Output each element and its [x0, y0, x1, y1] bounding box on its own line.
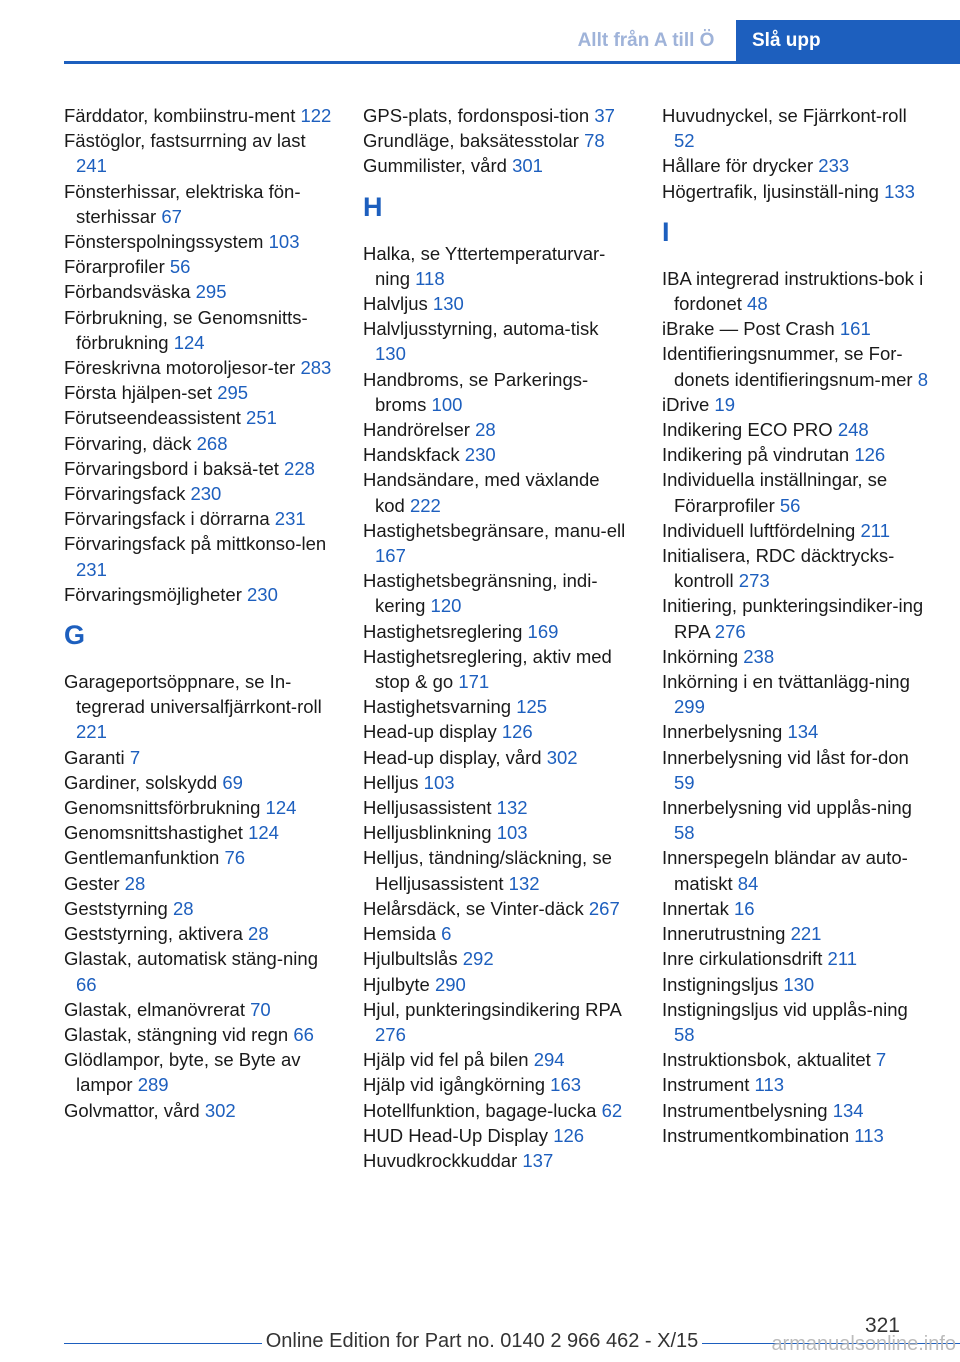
index-term: Innerbelysning vid upplås-ning: [662, 797, 912, 819]
index-entry: [64, 921, 334, 946]
index-term: Handsändare, med växlande kod: [363, 469, 600, 516]
page-link[interactable]: 19: [714, 393, 735, 415]
page-link[interactable]: 66: [76, 973, 97, 995]
index-entry: [363, 619, 633, 644]
index-term: Huvudkrockkuddar: [363, 1149, 518, 1171]
page-link[interactable]: 230: [247, 583, 278, 605]
index-entry: [64, 279, 334, 304]
index-term: GPS-plats, fordonsposi-tion: [363, 105, 590, 126]
page-link[interactable]: 133: [884, 180, 915, 202]
index-term: Hemsida: [363, 923, 436, 945]
index-entry: [363, 467, 633, 517]
index-term: Hjulbultslås: [363, 948, 458, 970]
page-link[interactable]: 134: [787, 721, 819, 743]
page-link[interactable]: 302: [204, 1099, 236, 1121]
page-link[interactable]: 251: [246, 407, 277, 429]
index-column-3: [662, 103, 932, 1148]
index-term: Indikering på vindrutan: [662, 444, 850, 466]
index-term: Garanti: [64, 746, 125, 768]
index-entry: [662, 1072, 932, 1097]
index-term: Hjälp vid fel på bilen: [363, 1049, 529, 1071]
index-term: Halvljus: [363, 293, 428, 315]
index-entry: [662, 946, 932, 971]
index-entry: [64, 128, 334, 178]
index-term: Hastighetsreglering: [363, 620, 523, 642]
page-link[interactable]: 58: [674, 822, 695, 844]
page-link[interactable]: 289: [137, 1074, 169, 1096]
index-entry: [64, 355, 334, 380]
index-term: Fästöglor, fastsurrning av last: [64, 130, 306, 152]
page-link[interactable]: 233: [818, 155, 850, 177]
section-letter: H: [363, 191, 383, 222]
page-link[interactable]: 169: [527, 620, 559, 642]
index-term: Instrumentbelysning: [662, 1099, 828, 1121]
page-link[interactable]: 84: [737, 872, 759, 894]
index-term: Högertrafik, ljusinställ-ning: [662, 180, 879, 202]
page-link[interactable]: 48: [747, 293, 768, 315]
page-link[interactable]: 222: [409, 494, 441, 516]
index-entry: [64, 179, 334, 229]
page-link[interactable]: 231: [274, 508, 306, 530]
index-term: Inkörning i en tvättanlägg-ning: [662, 671, 910, 693]
page-link[interactable]: 124: [248, 822, 279, 844]
page-link[interactable]: 276: [714, 620, 746, 642]
index-term: Gardiner, solskydd: [64, 771, 218, 793]
index-entry: [363, 367, 633, 417]
index-term: Handrörelser: [363, 419, 470, 441]
index-entry: [363, 921, 633, 946]
index-term: Förvaringsfack i dörrarna: [64, 508, 270, 530]
page-link[interactable]: 125: [516, 696, 548, 718]
page-link[interactable]: 301: [512, 155, 543, 177]
index-entry: [662, 644, 932, 669]
index-term: Gentlemanfunktion: [64, 847, 220, 869]
page-link[interactable]: 28: [173, 897, 194, 919]
index-term: IBA integrerad instruktions-bok i fordonet: [662, 267, 924, 315]
index-entry: [363, 128, 633, 153]
page-link[interactable]: 137: [522, 1149, 554, 1171]
page-link[interactable]: 118: [415, 267, 445, 289]
page-link[interactable]: 56: [169, 256, 191, 278]
index-entry: [662, 896, 932, 921]
page-link[interactable]: 295: [217, 382, 249, 404]
index-term: Förvaringsmöjligheter: [64, 583, 242, 605]
index-entry: [64, 229, 334, 254]
index-term: Halka, se Yttertemperaturvar-ning: [363, 242, 606, 289]
index-term: Grundläge, baksätesstolar: [363, 130, 579, 152]
page-link[interactable]: 120: [430, 595, 462, 617]
index-entry: [64, 820, 334, 845]
page-link[interactable]: 122: [300, 105, 332, 126]
index-entry: [662, 179, 932, 204]
page-link[interactable]: 78: [584, 130, 605, 152]
page-link[interactable]: 283: [300, 357, 332, 379]
index-entry: [363, 972, 633, 997]
page-link[interactable]: 290: [434, 973, 466, 995]
index-entry: [662, 593, 932, 643]
index-entry: [363, 241, 633, 291]
page-link[interactable]: 124: [265, 797, 297, 819]
lookup-tab[interactable]: Slå upp: [736, 20, 960, 62]
page-link[interactable]: 69: [222, 771, 243, 793]
index-term: Instruktionsbok, aktualitet: [662, 1049, 871, 1071]
index-entry: [662, 795, 932, 845]
index-term: Handskfack: [363, 444, 460, 466]
page-link[interactable]: 8: [917, 368, 928, 390]
index-term: Gester: [64, 872, 120, 894]
page-link[interactable]: 130: [783, 973, 815, 995]
page-link[interactable]: 76: [224, 847, 246, 869]
index-entry: [64, 103, 334, 128]
index-entry: [64, 871, 334, 896]
index-entry: [363, 153, 633, 178]
index-term: Halvljusstyrning, automa-tisk: [363, 318, 599, 340]
index-entry: [662, 921, 932, 946]
index-term: Garageportsöppnare, se In-tegrerad universalfjärrkont-roll: [64, 671, 322, 718]
index-entry: [64, 405, 334, 430]
page-link[interactable]: 28: [248, 923, 269, 945]
index-term: Förutseendeassistent: [64, 407, 241, 429]
index-term: Helljus, tändning/släckning, se Helljusassistent: [363, 847, 612, 894]
index-term: Instigningsljus vid upplås-ning: [662, 998, 908, 1020]
section-letter: G: [64, 620, 86, 651]
index-entry: [64, 481, 334, 506]
index-term: Initialisera, RDC däcktrycks-kontroll: [662, 545, 895, 592]
index-entry: [64, 456, 334, 481]
page-link[interactable]: 221: [790, 923, 822, 945]
index-entry: [64, 380, 334, 405]
page-link[interactable]: 241: [76, 155, 107, 177]
page-link[interactable]: 113: [854, 1124, 884, 1146]
index-term: Hjälp vid igångkörning: [363, 1074, 546, 1096]
index-column-2: [363, 103, 633, 1173]
page-link[interactable]: 62: [601, 1099, 623, 1121]
index-entry: [662, 1098, 932, 1123]
page-link[interactable]: 130: [375, 343, 406, 365]
index-entry: [662, 1047, 932, 1072]
page-link[interactable]: 70: [250, 998, 271, 1020]
page-link[interactable]: 126: [854, 444, 886, 466]
page-link[interactable]: 231: [76, 558, 107, 580]
index-entry: [64, 531, 334, 581]
index-term: Genomsnittshastighet: [64, 822, 243, 844]
page-link[interactable]: 273: [738, 570, 770, 592]
index-entry: [64, 254, 334, 279]
index-entry: [363, 896, 633, 921]
page-link[interactable]: 134: [832, 1099, 864, 1121]
index-entry: [363, 1098, 633, 1123]
page-link[interactable]: 7: [129, 746, 141, 768]
page-link[interactable]: 230: [190, 483, 222, 505]
page-link[interactable]: 103: [496, 822, 528, 844]
index-term: Instrumentkombination: [662, 1124, 850, 1146]
header-divider: [64, 61, 960, 64]
index-term: Indikering ECO PRO: [662, 419, 833, 441]
index-entry: [662, 745, 932, 795]
index-term: Huvudnyckel, se Fjärrkont-roll: [662, 105, 907, 126]
index-term: Individuell luftfördelning: [662, 519, 856, 541]
page-link[interactable]: 126: [501, 721, 533, 743]
page-link[interactable]: 59: [674, 771, 695, 793]
index-entry: [363, 770, 633, 795]
index-entry: [662, 845, 932, 895]
section-tab[interactable]: Allt från A till Ö: [577, 30, 715, 51]
index-entry: [64, 305, 334, 355]
page-link[interactable]: 103: [423, 771, 455, 793]
page-link[interactable]: 230: [464, 444, 496, 466]
index-term: Innerutrustning: [662, 923, 786, 945]
index-entry: [363, 568, 633, 618]
index-entry: [662, 417, 932, 442]
index-term: iBrake — Post Crash: [662, 318, 835, 340]
index-entry: [662, 442, 932, 467]
page-link[interactable]: 52: [674, 130, 695, 152]
index-entry: [363, 946, 633, 971]
index-entry: [662, 518, 932, 543]
index-entry: [662, 266, 932, 316]
page-link[interactable]: 58: [674, 1023, 695, 1045]
index-term: Inre cirkulationsdrift: [662, 948, 823, 970]
page-link[interactable]: 211: [860, 519, 890, 541]
index-term: Innerbelysning vid låst for-don: [662, 746, 909, 768]
page-link[interactable]: 56: [779, 494, 801, 516]
index-term: Geststyrning: [64, 897, 168, 919]
index-entry: [363, 795, 633, 820]
index-term: Hastighetsbegränsare, manu-ell: [363, 519, 626, 541]
index-term: Förbrukning, se Genomsnitts-förbrukning: [64, 306, 308, 353]
page-link[interactable]: 16: [734, 897, 755, 919]
index-column-1: [64, 103, 334, 1123]
index-entry: [662, 316, 932, 341]
index-term: Förbandsväska: [64, 281, 191, 303]
index-term: Helljusassistent: [363, 797, 492, 819]
index-entry: [64, 946, 334, 996]
page-link[interactable]: 267: [588, 897, 620, 919]
index-entry: [363, 291, 633, 316]
page-link[interactable]: 100: [431, 393, 463, 415]
index-entry: [363, 845, 633, 895]
page-link[interactable]: 126: [553, 1124, 585, 1146]
index-term: Hastighetsvarning: [363, 696, 512, 718]
page-link[interactable]: 294: [533, 1049, 565, 1071]
index-entry: [363, 745, 633, 770]
page-link[interactable]: 28: [124, 872, 146, 894]
index-entry: [363, 1072, 633, 1097]
section-letter: I: [662, 216, 670, 247]
page-link[interactable]: 163: [550, 1074, 582, 1096]
page-link[interactable]: 67: [161, 205, 182, 227]
index-entry: [662, 669, 932, 719]
index-term: Hotellfunktion, bagage-lucka: [363, 1099, 597, 1121]
index-term: Förvaring, däck: [64, 432, 192, 454]
index-term: Initiering, punkteringsindiker-ing RPA: [662, 595, 924, 642]
index-entry: [363, 103, 633, 128]
page-link[interactable]: 268: [196, 432, 228, 454]
index-entry: [64, 1022, 334, 1047]
page-link[interactable]: 28: [475, 419, 496, 441]
page-link[interactable]: 132: [496, 797, 528, 819]
page-link[interactable]: 66: [293, 1023, 314, 1045]
page-link[interactable]: 37: [594, 105, 615, 126]
index-term: Hastighetsbegränsning, indi-kering: [363, 570, 598, 617]
index-entry: [662, 341, 932, 391]
index-entry: [64, 795, 334, 820]
index-term: Individuella inställningar, se Förarprofiler: [662, 469, 888, 516]
index-entry: [662, 153, 932, 178]
index-term: Glastak, stängning vid regn: [64, 1023, 289, 1045]
index-term: Gummilister, vård: [363, 155, 507, 177]
page-link[interactable]: 132: [508, 872, 540, 894]
index-entry: [64, 506, 334, 531]
index-term: Innerbelysning: [662, 721, 783, 743]
index-entry: [64, 845, 334, 870]
index-entry: [662, 543, 932, 593]
index-entry: [363, 1047, 633, 1072]
index-term: HUD Head-Up Display: [363, 1124, 549, 1146]
index-entry: [363, 417, 633, 442]
page-link[interactable]: 248: [837, 419, 869, 441]
index-term: Fönsterhissar, elektriska fön-sterhissar: [64, 180, 301, 227]
index-term: Glödlampor, byte, se Byte av lampor: [64, 1049, 301, 1096]
index-term: Head-up display, vård: [363, 746, 542, 768]
page-link[interactable]: 130: [432, 293, 464, 315]
index-term: Identifieringsnummer, se For-donets identifieringsnum-mer: [662, 343, 913, 390]
index-term: Färddator, kombiinstru-ment: [64, 105, 296, 126]
page-link[interactable]: 299: [674, 696, 705, 718]
index-entry: [363, 1123, 633, 1148]
index-entry: [64, 770, 334, 795]
index-term: Hållare för drycker: [662, 155, 814, 177]
index-entry: [64, 582, 334, 607]
page-link[interactable]: 124: [173, 331, 205, 353]
index-term: Innertak: [662, 897, 729, 919]
index-term: Hastighetsreglering, aktiv med stop & go: [363, 645, 612, 693]
index-term: Föreskrivna motoroljesor-ter: [64, 357, 296, 379]
index-entry: [363, 1148, 633, 1173]
index-entry: [363, 997, 633, 1047]
index-entry: [363, 442, 633, 467]
page-link[interactable]: 295: [195, 281, 227, 303]
index-entry: [64, 1047, 334, 1097]
index-term: Innerspegeln bländar av auto-matiskt: [662, 847, 908, 894]
page-link[interactable]: 292: [462, 948, 494, 970]
index-entry: [64, 896, 334, 921]
index-term: Fönsterspolningssystem: [64, 231, 264, 253]
index-entry: [64, 431, 334, 456]
page-link[interactable]: 6: [441, 923, 452, 945]
page-link[interactable]: 103: [268, 231, 300, 253]
index-term: Förarprofiler: [64, 256, 165, 278]
page-link[interactable]: 161: [839, 318, 871, 340]
page-number: 321: [864, 1314, 900, 1337]
page-link[interactable]: 167: [375, 545, 406, 567]
index-entry: [64, 997, 334, 1022]
index-term: Helårsdäck, se Vinter-däck: [363, 897, 584, 919]
index-entry: [64, 1098, 334, 1123]
index-entry: [662, 103, 932, 153]
index-term: Förvaringsfack: [64, 483, 186, 505]
index-term: Helljusblinkning: [363, 822, 492, 844]
index-term: Instigningsljus: [662, 973, 779, 995]
index-term: Inkörning: [662, 645, 739, 667]
index-entry: [363, 719, 633, 744]
index-entry: [64, 669, 334, 745]
index-term: Handbroms, se Parkerings-broms: [363, 368, 589, 415]
index-term: Instrument: [662, 1074, 750, 1096]
index-term: Glastak, elmanövrerat: [64, 998, 245, 1020]
index-term: Första hjälpen-set: [64, 382, 213, 404]
index-entry: [363, 820, 633, 845]
index-term: Golvmattor, vård: [64, 1099, 200, 1121]
page-link[interactable]: 211: [827, 948, 858, 970]
index-entry: [363, 518, 633, 568]
page-link[interactable]: 302: [546, 746, 578, 768]
index-term: Förvaringsfack på mittkonso-len: [64, 533, 327, 555]
page-link[interactable]: 7: [875, 1049, 887, 1071]
index-entry: [662, 467, 932, 517]
page-link[interactable]: 238: [743, 645, 775, 667]
index-term: Förvaringsbord i baksä-tet: [64, 457, 279, 479]
index-term: Hjulbyte: [363, 973, 430, 995]
index-term: Geststyrning, aktivera: [64, 923, 243, 945]
index-term: Head-up display: [363, 721, 497, 743]
page-link[interactable]: 228: [284, 457, 315, 479]
index-entry: [662, 972, 932, 997]
index-entry: [662, 719, 932, 744]
index-entry: [64, 745, 334, 770]
index-term: Genomsnittsförbrukning: [64, 797, 261, 819]
index-term: Glastak, automatisk stäng-ning: [64, 948, 318, 970]
page-link[interactable]: 171: [458, 671, 490, 693]
index-term: Helljus: [363, 771, 419, 793]
edition-note: Online Edition for Part no. 0140 2 966 462 - X/15: [262, 1330, 702, 1353]
watermark: armanualsonline.info: [771, 1333, 956, 1355]
index-entry: [363, 316, 633, 366]
index-entry: [662, 997, 932, 1047]
page-link[interactable]: 113: [754, 1074, 785, 1096]
index-entry: [662, 1123, 932, 1148]
index-term: iDrive: [662, 393, 710, 415]
index-entry: [363, 694, 633, 719]
page-link[interactable]: 276: [375, 1023, 406, 1045]
page-link[interactable]: 221: [76, 721, 107, 743]
index-entry: [662, 392, 932, 417]
index-term: Hjul, punkteringsindikering RPA: [363, 998, 621, 1020]
index-entry: [363, 644, 633, 694]
